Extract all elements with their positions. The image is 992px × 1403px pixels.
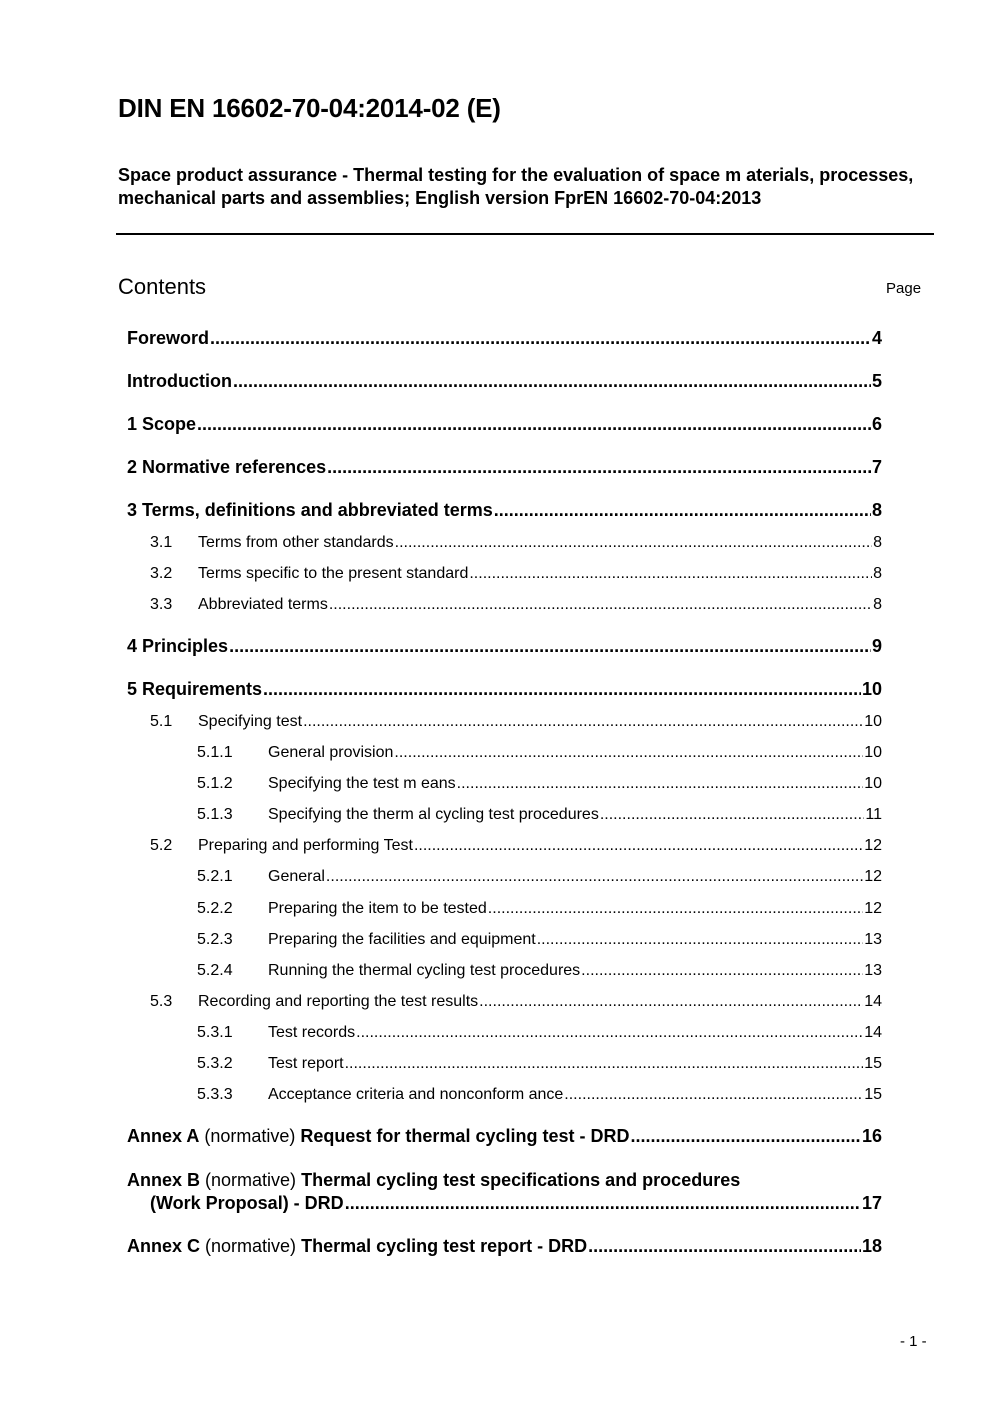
toc-page-number: 10 <box>864 775 882 792</box>
toc-entry-terms[interactable] <box>127 498 882 522</box>
toc-entry-text: 3 Terms, definitions and abbreviated terms <box>127 500 493 520</box>
toc-page-number: 4 <box>871 328 882 348</box>
toc-leader-dots <box>197 412 871 436</box>
toc-entry-text: Recording and reporting the test results <box>198 993 479 1010</box>
toc-leader-dots <box>588 1234 861 1258</box>
toc-entry-number: 5.3.2 <box>197 1055 233 1072</box>
toc-entry-number: 5.1.3 <box>197 806 233 823</box>
toc-leader-dots <box>581 960 863 982</box>
toc-entry-5-2-1[interactable] <box>197 866 882 888</box>
toc-entry-text: 2 Normative references <box>127 457 327 477</box>
toc-leader-dots <box>233 369 871 393</box>
toc-leader-dots <box>327 455 871 479</box>
toc-entry-text: Terms from other standards <box>198 534 394 551</box>
toc-entry-text: Specifying the therm al cycling test procedures <box>268 806 599 823</box>
toc-annex-qualifier: (normative) <box>204 1126 296 1146</box>
toc-entry-text: Test records <box>268 1024 356 1041</box>
toc-leader-dots <box>457 773 864 795</box>
toc-page-number: 12 <box>864 900 882 917</box>
toc-leader-dots <box>326 866 863 888</box>
toc-entry-5-3-2[interactable] <box>197 1053 882 1075</box>
toc-leader-dots <box>414 835 863 857</box>
toc-page-number: 8 <box>873 534 882 551</box>
toc-entry-5-3-1[interactable] <box>197 1022 882 1044</box>
toc-leader-dots <box>488 898 863 920</box>
toc-entry-annex-b[interactable] <box>150 1191 882 1215</box>
toc-leader-dots <box>600 804 865 826</box>
toc-entry-number: 5.2 <box>150 837 173 854</box>
toc-entry-number: 5.3 <box>150 993 173 1010</box>
toc-page-number: 8 <box>873 596 882 613</box>
toc-entry-number: 3.1 <box>150 534 173 551</box>
toc-entry-number: 3.3 <box>150 596 173 613</box>
toc-entry-text: Preparing the facilities and equipment <box>268 931 536 948</box>
toc-leader-dots <box>210 326 871 350</box>
toc-entry-text: Abbreviated terms <box>198 596 328 613</box>
toc-leader-dots <box>229 634 871 658</box>
toc-leader-dots <box>630 1124 861 1148</box>
toc-entry-text: Acceptance criteria and nonconform ance <box>268 1086 564 1103</box>
toc-page-number: 16 <box>861 1126 882 1146</box>
toc-annex-qualifier: (normative) <box>205 1170 297 1190</box>
toc-entry-text: 1 Scope <box>127 414 197 434</box>
toc-entry-annex-a[interactable] <box>127 1124 882 1148</box>
toc-page-number: 10 <box>864 713 882 730</box>
toc-entry-3-1[interactable] <box>150 532 882 554</box>
toc-entry-text: Preparing the item to be tested <box>268 900 487 917</box>
toc-leader-dots <box>494 498 871 522</box>
toc-annex-title-continued: (Work Proposal) - DRD <box>150 1193 344 1213</box>
toc-entry-text: Foreword <box>127 328 210 348</box>
toc-entry-number: 5.2.1 <box>197 868 233 885</box>
toc-leader-dots <box>329 594 872 616</box>
toc-leader-dots <box>345 1053 864 1075</box>
toc-entry-annex-b-first-line[interactable] <box>127 1168 740 1192</box>
toc-entry-5-2-2[interactable] <box>197 898 882 920</box>
toc-page-number: 18 <box>861 1236 882 1256</box>
toc-leader-dots <box>345 1191 861 1215</box>
toc-annex-label: Annex A <box>127 1126 200 1146</box>
toc-page-number: 14 <box>864 1024 882 1041</box>
toc-annex-qualifier: (normative) <box>205 1236 297 1256</box>
toc-page-number: 6 <box>871 414 882 434</box>
toc-entry-number: 5.1.2 <box>197 775 233 792</box>
toc-page-number: 8 <box>873 565 882 582</box>
toc-entry-foreword[interactable] <box>127 326 882 350</box>
toc-page-number: 17 <box>861 1193 882 1213</box>
toc-entry-requirements[interactable] <box>127 677 882 701</box>
toc-leader-dots <box>479 991 863 1013</box>
toc-entry-number: 5.2.3 <box>197 931 233 948</box>
toc-page-number: 12 <box>864 868 882 885</box>
toc-entry-number: 5.1 <box>150 713 173 730</box>
toc-leader-dots <box>303 711 863 733</box>
toc-entry-normative-references[interactable] <box>127 455 882 479</box>
toc-leader-dots <box>537 929 863 951</box>
toc-leader-dots <box>395 532 872 554</box>
title-divider <box>116 233 934 235</box>
toc-entry-number: 5.2.2 <box>197 900 233 917</box>
toc-page-number: 12 <box>864 837 882 854</box>
toc-page-number: 5 <box>871 371 882 391</box>
toc-page-number: 9 <box>871 636 882 656</box>
toc-entry-text: Introduction <box>127 371 232 391</box>
toc-page-number: 8 <box>871 500 882 520</box>
toc-entry-annex-c[interactable] <box>127 1234 882 1258</box>
toc-page-number: 13 <box>864 962 882 979</box>
toc-entry-number: 5.1.1 <box>197 744 233 761</box>
toc-entry-text: Preparing and performing Test <box>198 837 413 854</box>
toc-annex-label: Annex B <box>127 1170 201 1190</box>
toc-entry-text: Test report <box>268 1055 344 1072</box>
toc-page-number: 7 <box>871 457 882 477</box>
toc-entry-text: 4 Principles <box>127 636 229 656</box>
toc-entry-3-3[interactable] <box>150 594 882 616</box>
toc-entry-principles[interactable] <box>127 634 882 658</box>
toc-leader-dots <box>564 1084 863 1106</box>
toc-leader-dots <box>469 563 872 585</box>
toc-annex-title: Thermal cycling test specifications and procedures <box>301 1170 741 1190</box>
toc-entry-5-3-3[interactable] <box>197 1084 882 1106</box>
toc-entry-5-3[interactable] <box>150 991 882 1013</box>
page-column-heading: Page <box>886 280 922 297</box>
toc-entry-text: General provision <box>268 744 394 761</box>
toc-entry-5-2[interactable] <box>150 835 882 857</box>
toc-page-number: 10 <box>861 679 882 699</box>
toc-leader-dots <box>263 677 861 701</box>
toc-entry-number: 5.3.1 <box>197 1024 233 1041</box>
toc-leader-dots <box>356 1022 863 1044</box>
toc-entry-text: Specifying the test m eans <box>268 775 456 792</box>
toc-page-number: 10 <box>864 744 882 761</box>
toc-entry-5-1[interactable] <box>150 711 882 733</box>
toc-leader-dots <box>394 742 863 764</box>
toc-entry-text: Running the thermal cycling test procedures <box>268 962 581 979</box>
toc-entry-text: 5 Requirements <box>127 679 263 699</box>
toc-entry-introduction[interactable] <box>127 369 882 393</box>
toc-annex-label: Annex C <box>127 1236 201 1256</box>
toc-entry-text: Terms specific to the present standard <box>198 565 469 582</box>
toc-entry-text: Specifying test <box>198 713 303 730</box>
toc-entry-3-2[interactable] <box>150 563 882 585</box>
document-title: DIN EN 16602-70-04:2014-02 (E) <box>118 93 501 123</box>
toc-entry-scope[interactable] <box>127 412 882 436</box>
toc-page-number: 11 <box>865 806 882 823</box>
toc-entry-5-1-3[interactable] <box>197 804 882 826</box>
toc-page-number: 14 <box>864 993 882 1010</box>
toc-entry-5-1-1[interactable] <box>197 742 882 764</box>
document-subtitle: Space product assurance - Thermal testing for the evaluation of space m aterials, processes, mechanical parts and assemblies; English version FprEN 16602-70-04:2013 <box>118 165 914 208</box>
toc-entry-number: 5.3.3 <box>197 1086 233 1103</box>
toc-entry-5-2-3[interactable] <box>197 929 882 951</box>
toc-annex-title: Thermal cycling test report - DRD <box>301 1236 588 1256</box>
toc-entry-5-2-4[interactable] <box>197 960 882 982</box>
toc-page-number: 15 <box>864 1055 882 1072</box>
toc-entry-5-1-2[interactable] <box>197 773 882 795</box>
toc-page-number: 15 <box>864 1086 882 1103</box>
toc-annex-title: Request for thermal cycling test - DRD <box>300 1126 630 1146</box>
toc-entry-number: 5.2.4 <box>197 962 233 979</box>
toc-entry-text: General <box>268 868 325 885</box>
page-number-footer: - 1 - <box>900 1333 927 1350</box>
toc-entry-number: 3.2 <box>150 565 173 582</box>
toc-page-number: 13 <box>864 931 882 948</box>
contents-heading: Contents <box>118 274 207 299</box>
